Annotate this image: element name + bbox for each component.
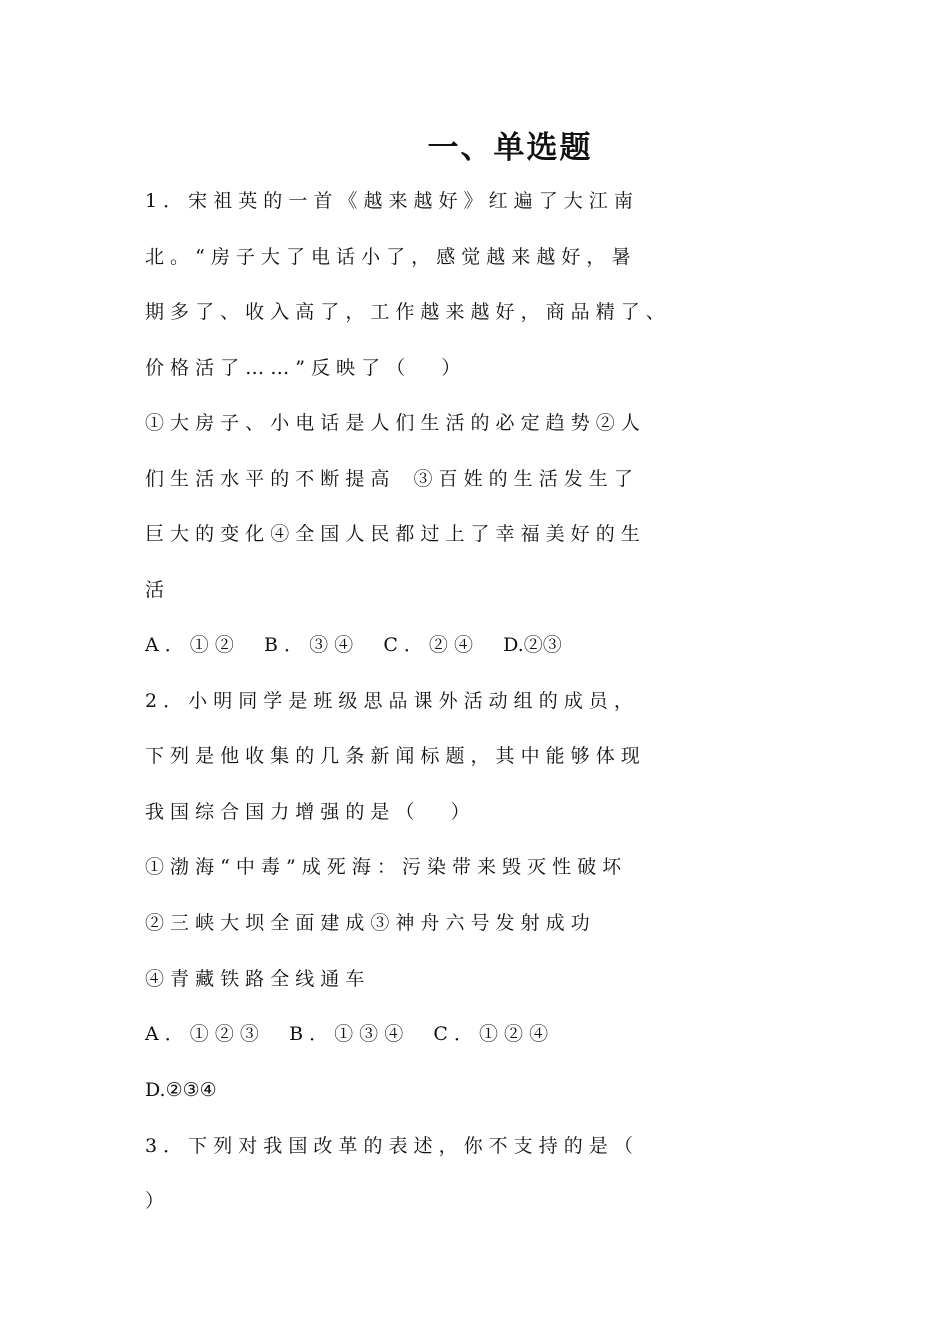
section-title: 一、单选题 (427, 130, 593, 166)
q2-line-3: 我 国 综 合 国 力 增 强 的 是 （ ） (145, 801, 470, 823)
q3-line-1: 3 ． 下 列 对 我 国 改 革 的 表 述 ， 你 不 支 持 的 是 （ (145, 1135, 633, 1157)
q1-statement-line-4: 活 (145, 579, 165, 601)
q1-statement-line-1: ① 大 房 子 、 小 电 话 是 人 们 生 活 的 必 定 趋 势 ② 人 (145, 412, 640, 434)
q2-option-d: D.②③④ (145, 1079, 217, 1101)
q1-line-2: 北 。 “ 房 子 大 了 电 话 小 了 ， 感 觉 越 来 越 好 ， 暑 (145, 246, 631, 268)
q2-statement-line-2: ② 三 峡 大 坝 全 面 建 成 ③ 神 舟 六 号 发 射 成 功 (145, 912, 590, 934)
q1-line-4: 价 格 活 了 … … ” 反 映 了 （ ） (145, 357, 461, 379)
q2-options: A ． ① ② ③ B ． ① ③ ④ C ． ① ② ④ (145, 1023, 549, 1045)
q1-statement-line-3: 巨 大 的 变 化 ④ 全 国 人 民 都 过 上 了 幸 福 美 好 的 生 (145, 523, 640, 545)
q1-statement-line-2: 们 生 活 水 平 的 不 断 提 高 ③ 百 姓 的 生 活 发 生 了 (145, 468, 633, 490)
q2-line-2: 下 列 是 他 收 集 的 几 条 新 闻 标 题 ， 其 中 能 够 体 现 (145, 745, 640, 767)
q2-line-1: 2 ． 小 明 同 学 是 班 级 思 品 课 外 活 动 组 的 成 员 ， (145, 690, 633, 712)
q1-line-1: 1 ． 宋 祖 英 的 一 首 《 越 来 越 好 》 红 遍 了 大 江 南 (145, 190, 633, 212)
q3-line-2: ） (145, 1190, 165, 1212)
q1-line-3: 期 多 了 、 收 入 高 了 ， 工 作 越 来 越 好 ， 商 品 精 了 、 (145, 301, 665, 323)
q2-statement-line-3: ④ 青 藏 铁 路 全 线 通 车 (145, 968, 365, 990)
q2-statement-line-1: ① 渤 海 “ 中 毒 ” 成 死 海 ： 污 染 带 来 毁 灭 性 破 坏 (145, 856, 622, 878)
q1-options: A ． ① ② B ． ③ ④ C ． ② ④ D.②③ (145, 634, 562, 656)
